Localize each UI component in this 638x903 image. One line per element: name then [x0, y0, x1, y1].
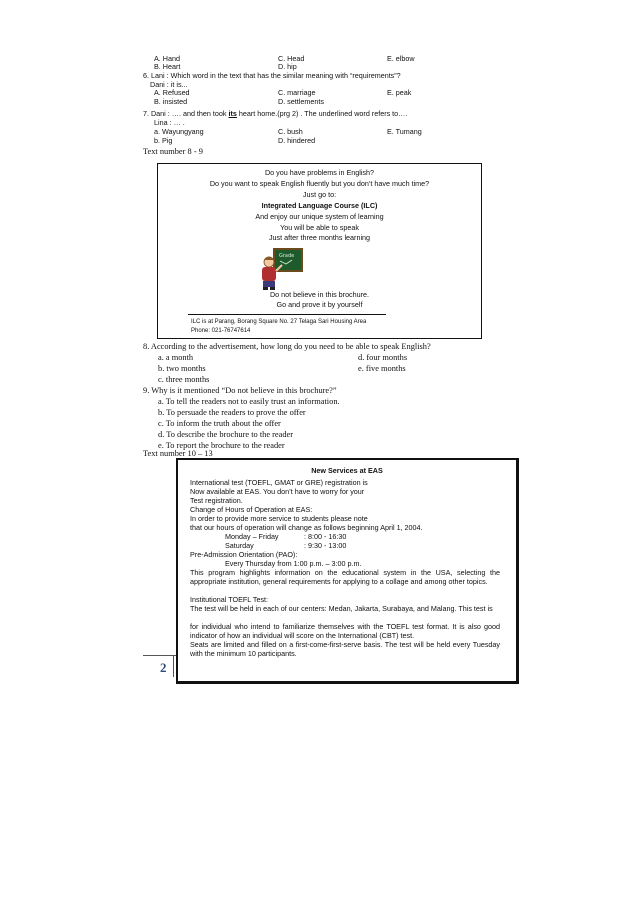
q5-option-b: B. Heart: [154, 62, 181, 71]
ad-line-7: Just after three months learning: [268, 233, 371, 242]
ad-line-3: Just go to:: [302, 190, 337, 199]
ad-line-5: And enjoy our unique system of learning: [255, 212, 384, 221]
q7-option-a: a. Wayungyang: [154, 127, 204, 136]
eas-pao-heading: Pre-Admission Orientation (PAO):: [190, 550, 298, 559]
q9-option-e: e. To report the brochure to the reader: [158, 441, 285, 450]
q9-option-a: a. To tell the readers not to easily trust an information.: [158, 397, 340, 406]
eas-toefl-format-paragraph: for individual who intend to familiarize themselves with the TOEFL test format. It is also good indicator of how an individual will score on the International (CBT) test.: [190, 622, 500, 640]
ad-line-6: You will be able to speak: [280, 223, 359, 232]
ad-address: ILC is at Parang, Borang Square No. 27 Telaga Sari Housing Area: [191, 319, 367, 325]
q6-option-c: C. marriage: [278, 88, 316, 97]
ad-line-4: Integrated Language Course (ILC): [261, 201, 378, 210]
q6-option-d: D. settlements: [278, 97, 324, 106]
eas-notice-box: [176, 458, 519, 684]
section-label-text-8-9: Text number 8 - 9: [143, 147, 203, 156]
q5-option-d: D. hip: [278, 62, 297, 71]
q8-option-c: c. three months: [158, 375, 210, 384]
footer-vertical-rule: [173, 655, 174, 677]
q8-option-b: b. two months: [158, 364, 206, 373]
q7-option-d: D. hindered: [278, 136, 316, 145]
ad-line-9: Go and prove it by yourself: [276, 300, 363, 309]
eas-monday-friday-hours: : 8:00 - 16:30: [304, 532, 347, 541]
q7-stem-after: heart home.(prg 2) . The underlined word refers to….: [236, 109, 408, 118]
chalkboard-text: Grade: [279, 253, 295, 259]
ad-phone: Phone: 021-76747614: [191, 328, 251, 334]
eas-monday-friday-label: Monday – Friday: [225, 532, 279, 541]
eas-line-2: Now available at EAS. You don’t have to worry for your: [190, 487, 365, 496]
eas-pao-time: Every Thursday from 1:00 p.m. – 3:00 p.m.: [225, 559, 362, 568]
q8-option-e: e. five months: [358, 364, 406, 373]
q7-stem-before: 7. Dani : …. and then took: [143, 109, 229, 118]
q5-option-c: C. Head: [278, 54, 305, 63]
q9-option-d: d. To describe the brochure to the reader: [158, 430, 294, 439]
q8-option-d: d. four months: [358, 353, 408, 362]
eas-line-5: In order to provide more service to students please note: [190, 514, 368, 523]
q7-sub: Lina : … .: [154, 118, 185, 127]
eas-seats-paragraph: Seats are limited and filled on a first-come-first-serve basis. The test will be held every Tuesday with the minimum 10 participants.: [190, 640, 500, 658]
eas-title: New Services at EAS: [311, 466, 383, 475]
q5-option-a: A. Hand: [154, 54, 180, 63]
eas-institutional-toefl-heading: Institutional TOEFL Test:: [190, 595, 269, 604]
ad-divider: [188, 314, 386, 315]
section-label-text-10-13: Text number 10 – 13: [143, 449, 213, 458]
q6-option-a: A. Refused: [154, 88, 190, 97]
eas-line-1: International test (TOEFL, GMAT or GRE) registration is: [190, 478, 368, 487]
q8-stem: 8. According to the advertisement, how long do you need to be able to speak English?: [143, 342, 431, 351]
q6-option-b: B. insisted: [154, 97, 188, 106]
q9-option-c: c. To inform the truth about the offer: [158, 419, 281, 428]
eas-saturday-hours: : 9:30 - 13:00: [304, 541, 347, 550]
q6-option-e: E. peak: [387, 88, 412, 97]
q7-option-e: E. Tumang: [387, 127, 422, 136]
teacher-chalkboard-icon: [258, 247, 304, 291]
q7-stem-underlined: its: [228, 109, 237, 118]
q7-option-c: C. bush: [278, 127, 303, 136]
eas-saturday-label: Saturday: [225, 541, 254, 550]
q6-sub: Dani : it is...: [150, 80, 188, 89]
q5-option-e: E. elbow: [387, 54, 415, 63]
eas-line-4: Change of Hours of Operation at EAS:: [190, 505, 313, 514]
q9-stem: 9. Why is it mentioned “Do not believe in this brochure?”: [143, 386, 337, 395]
ad-line-1: Do you have problems in English?: [264, 168, 375, 177]
eas-line-3: Test registration.: [190, 496, 243, 505]
eas-line-6: that our hours of operation will change as follows beginning April 1, 2004.: [190, 523, 423, 532]
q9-option-b: b. To persuade the readers to prove the offer: [158, 408, 306, 417]
q7-option-b: b. Pig: [154, 136, 173, 145]
eas-program-paragraph: This program highlights information on the educational system in the USA, selecting the appropriate institution, general requirements for applying to a collage and among other topics.: [190, 568, 500, 586]
footer-rule: [143, 655, 176, 656]
ad-line-2: Do you want to speak English fluently but you don’t have much time?: [209, 179, 430, 188]
ad-line-8: Do not believe in this brochure.: [269, 290, 370, 299]
q8-option-a: a. a month: [158, 353, 194, 362]
eas-test-centers-paragraph: The test will be held in each of our centers: Medan, Jakarta, Surabaya, and Malang. This test is: [190, 604, 493, 613]
page-number: 2: [160, 660, 167, 675]
ilc-advertisement-box: [157, 163, 482, 339]
q6-stem: 6. Lani : Which word in the text that has the similar meaning with “requirements”?: [143, 71, 401, 80]
